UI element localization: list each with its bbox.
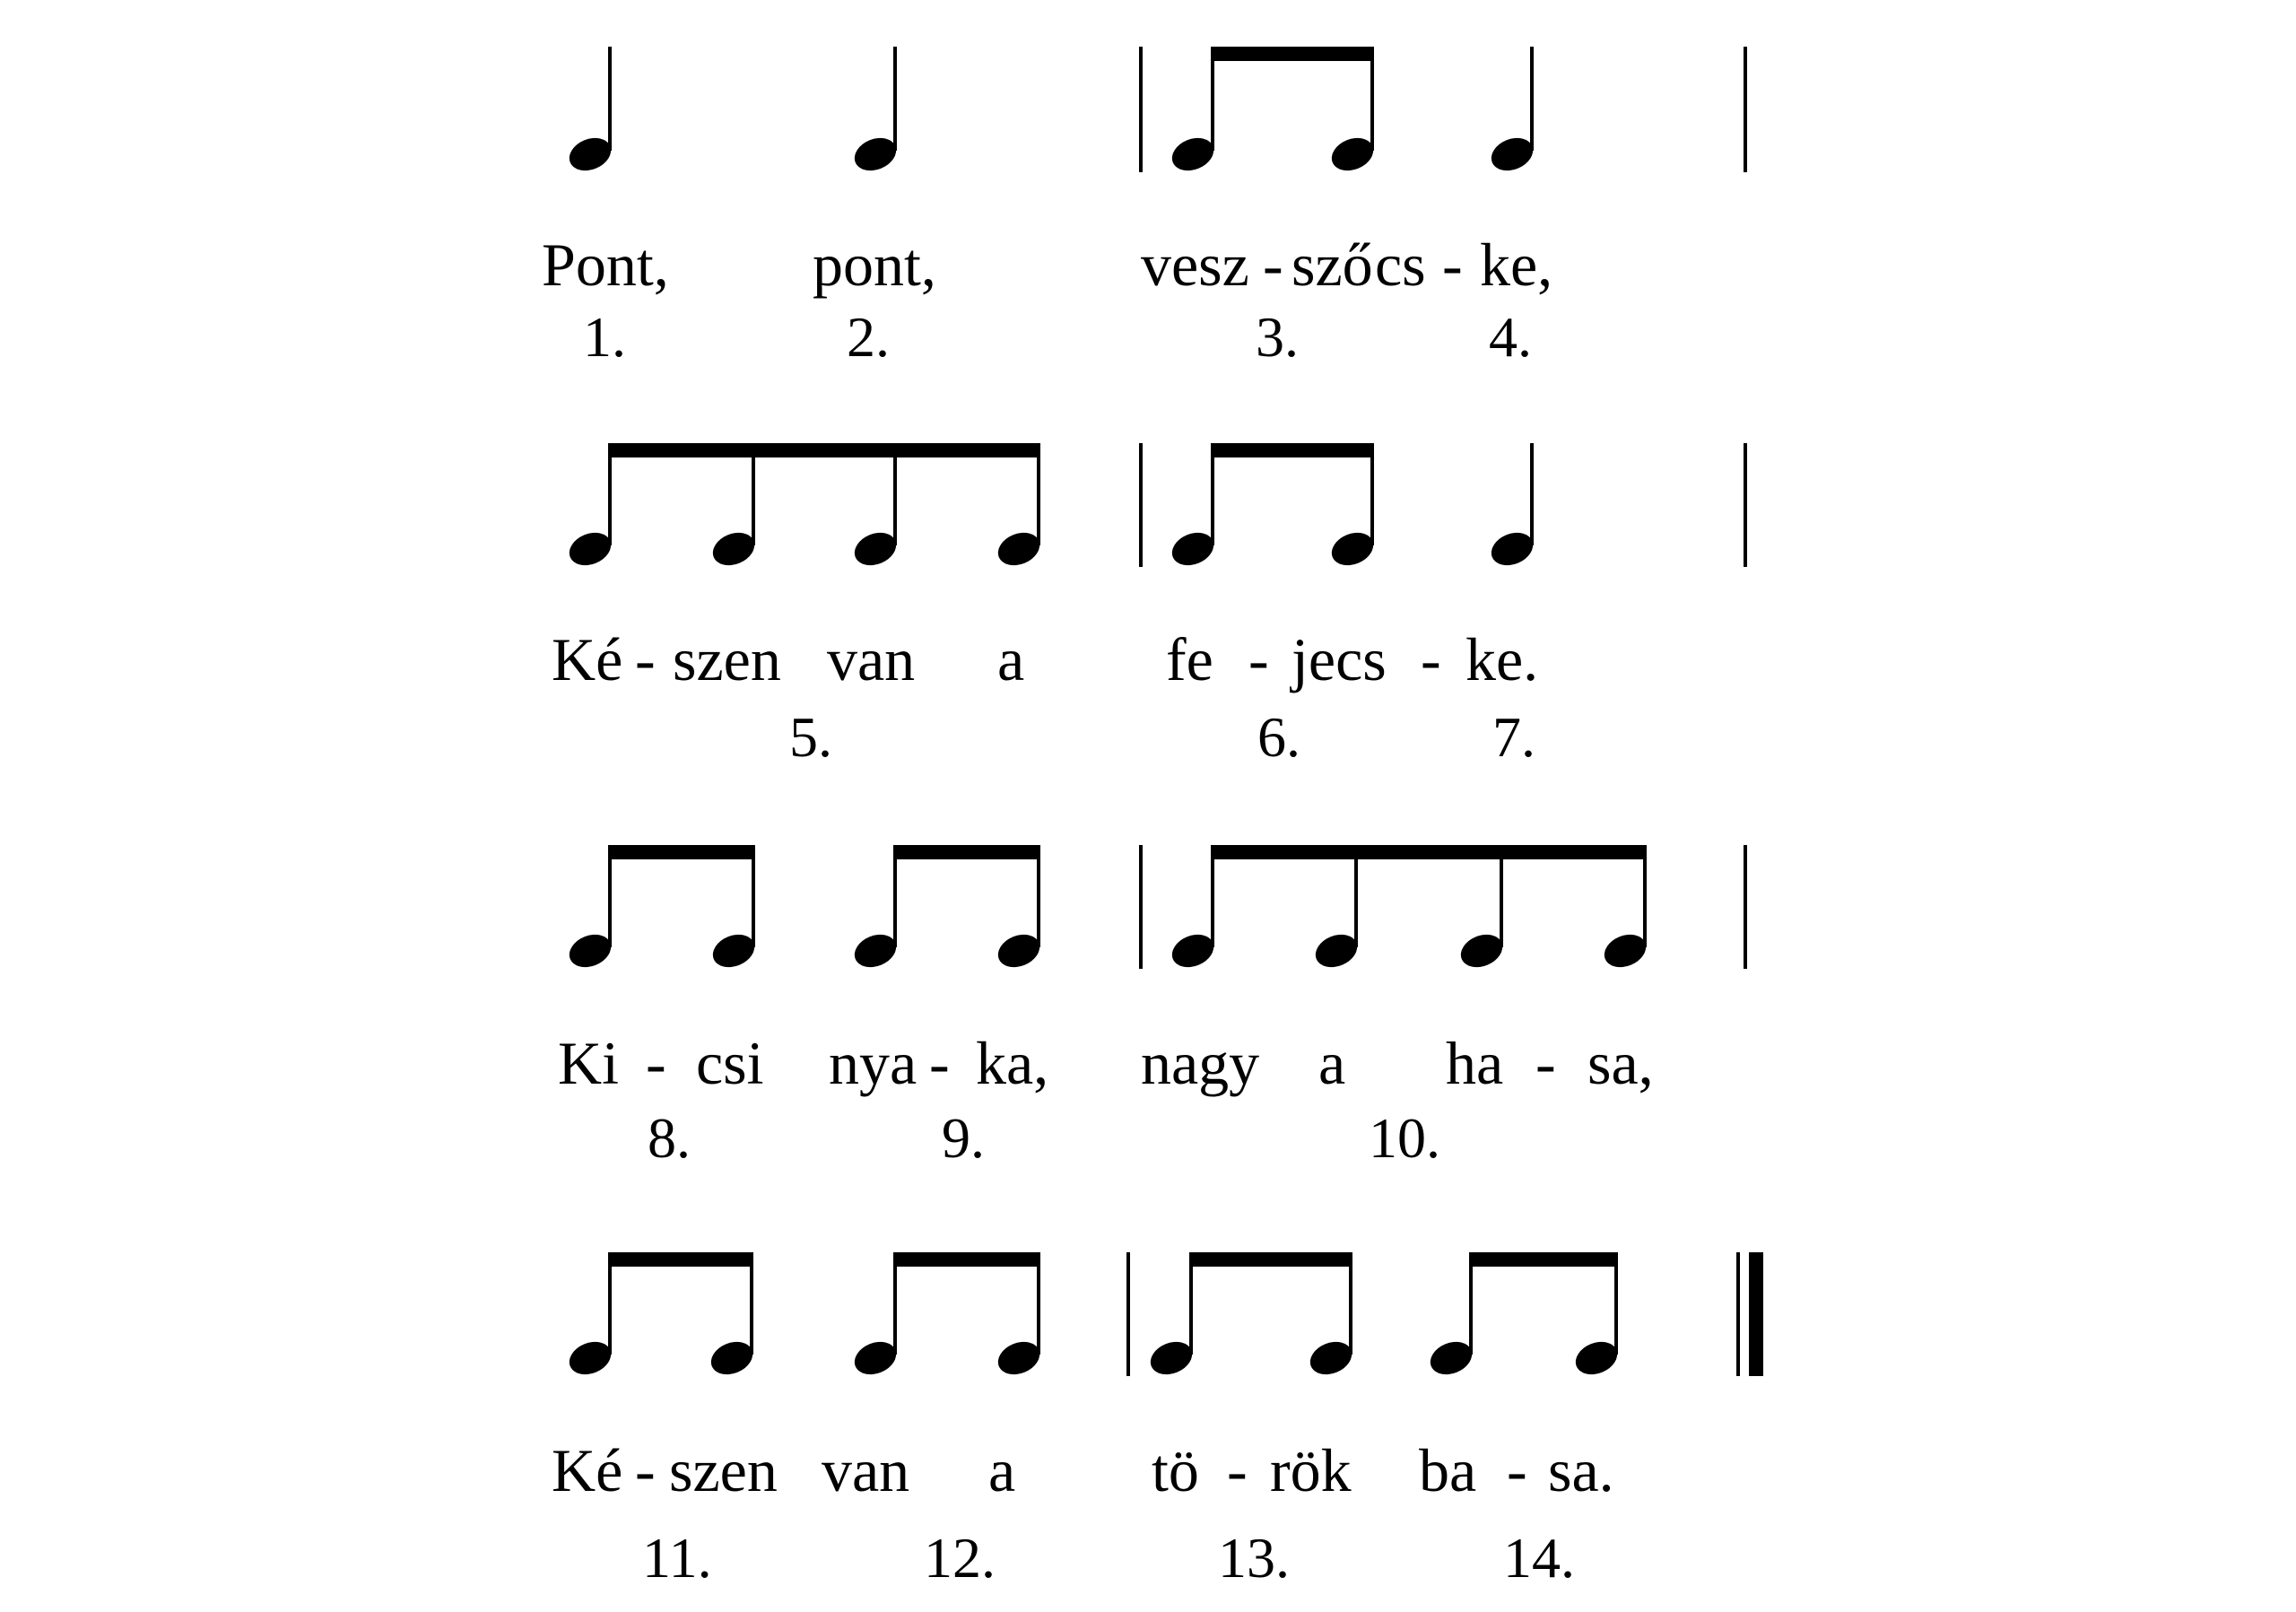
barline (1139, 443, 1143, 567)
lyric-hyphen: - (1248, 625, 1269, 693)
lyric-syllable: ba (1419, 1436, 1477, 1504)
lyric-syllable: jecs (1292, 625, 1387, 693)
note-stem (1614, 1252, 1618, 1355)
syllable-number: 2. (847, 305, 890, 369)
note-stem (752, 443, 755, 545)
note-stem (893, 47, 897, 151)
note-stem (608, 1252, 612, 1355)
syllable-number: 3. (1256, 305, 1299, 369)
final-barline-thin (1736, 1252, 1740, 1376)
lyric-hyphen: - (646, 1029, 666, 1097)
lyric-syllable: ka, (976, 1029, 1049, 1097)
lyric-syllable: a (988, 1436, 1016, 1504)
lyric-syllable: sző (1292, 231, 1373, 299)
note-stem (1037, 1252, 1040, 1355)
lyric-syllable: cs (1375, 231, 1426, 299)
lyric-syllable: ha (1446, 1029, 1504, 1097)
note-stem (1530, 443, 1534, 545)
barline (1126, 1252, 1130, 1376)
note-stem (1189, 1252, 1193, 1355)
syllable-number: 10. (1369, 1106, 1440, 1170)
syllable-number: 14. (1503, 1526, 1575, 1590)
system-3 (558, 845, 1747, 1170)
lyric-hyphen: - (929, 1029, 950, 1097)
lyric-hyphen: - (635, 1436, 656, 1504)
syllable-number: 12. (924, 1526, 996, 1590)
note-stem (1211, 443, 1214, 545)
syllable-number: 5. (789, 705, 832, 769)
lyric-syllable: rök (1270, 1436, 1352, 1504)
note-stem (1500, 845, 1503, 947)
lyric-hyphen: - (1263, 231, 1283, 299)
lyric-syllable: van (822, 1436, 910, 1504)
lyric-hyphen: - (1535, 1029, 1556, 1097)
syllable-number: 6. (1257, 705, 1300, 769)
lyric-hyphen: - (635, 625, 656, 693)
note-stem (608, 845, 612, 947)
beam (608, 845, 755, 859)
note-stem (1354, 845, 1358, 947)
system-1 (542, 47, 1747, 369)
lyric-syllable: ke. (1465, 625, 1539, 693)
end-barline (1744, 443, 1747, 567)
lyric-syllable: sa. (1548, 1436, 1614, 1504)
note-stem (1643, 845, 1647, 947)
lyric-syllable: sa, (1587, 1029, 1654, 1097)
note-stem (893, 1252, 897, 1355)
lyric-syllable: Ké (552, 625, 623, 693)
final-barline-thick (1749, 1252, 1763, 1376)
barline (1139, 47, 1143, 172)
syllable-number: 1. (583, 305, 626, 369)
note-stem (1037, 845, 1040, 947)
lyric-hyphen: - (1507, 1436, 1527, 1504)
lyric-syllable: nagy (1141, 1029, 1260, 1097)
lyric-syllable: vesz (1141, 231, 1249, 299)
note-stem (1469, 1252, 1473, 1355)
beam (893, 845, 1040, 859)
note-stem (893, 443, 897, 545)
beam (1189, 1252, 1352, 1267)
note-stem (1370, 443, 1374, 545)
note-stem (1530, 47, 1534, 151)
note-stem (608, 443, 612, 545)
system-4 (552, 1252, 1763, 1590)
note-stem (1349, 1252, 1352, 1355)
lyric-syllable: fe (1166, 625, 1213, 693)
lyric-syllable: tö (1152, 1436, 1199, 1504)
syllable-number: 13. (1218, 1526, 1290, 1590)
lyric-syllable: ke, (1480, 231, 1553, 299)
lyric-syllable: nya (829, 1029, 918, 1097)
note-stem (893, 845, 897, 947)
lyric-hyphen: - (1227, 1436, 1248, 1504)
syllable-number: 9. (942, 1106, 985, 1170)
lyric-syllable: Ké (552, 1436, 623, 1504)
lyric-syllable: csi (696, 1029, 764, 1097)
beam (608, 1252, 753, 1267)
beam (1211, 443, 1374, 457)
end-barline (1744, 47, 1747, 172)
lyric-syllable: szen (669, 1436, 778, 1504)
note-stem (1370, 47, 1374, 151)
syllable-number: 4. (1489, 305, 1532, 369)
syllable-number: 11. (642, 1526, 712, 1590)
beam (1469, 1252, 1618, 1267)
note-stem (1037, 443, 1040, 545)
note-stem (1211, 845, 1214, 947)
note-stem (608, 47, 612, 151)
lyric-syllable: a (1318, 1029, 1346, 1097)
lyric-syllable: pont, (813, 231, 936, 299)
note-stem (750, 1252, 753, 1355)
lyric-hyphen: - (1442, 231, 1463, 299)
lyric-syllable: van (827, 625, 916, 693)
lyric-hyphen: - (1421, 625, 1441, 693)
note-stem (752, 845, 755, 947)
end-barline (1744, 845, 1747, 969)
lyric-syllable: Pont, (542, 231, 669, 299)
syllable-number: 8. (648, 1106, 691, 1170)
system-2 (552, 443, 1747, 769)
beam (893, 1252, 1040, 1267)
beam (1211, 47, 1374, 61)
syllable-number: 7. (1492, 705, 1535, 769)
note-stem (1211, 47, 1214, 151)
lyric-syllable: Ki (558, 1029, 619, 1097)
barline (1139, 845, 1143, 969)
lyric-syllable: a (997, 625, 1025, 693)
beam (1211, 845, 1647, 859)
lyric-syllable: szen (673, 625, 781, 693)
beam (608, 443, 1040, 457)
